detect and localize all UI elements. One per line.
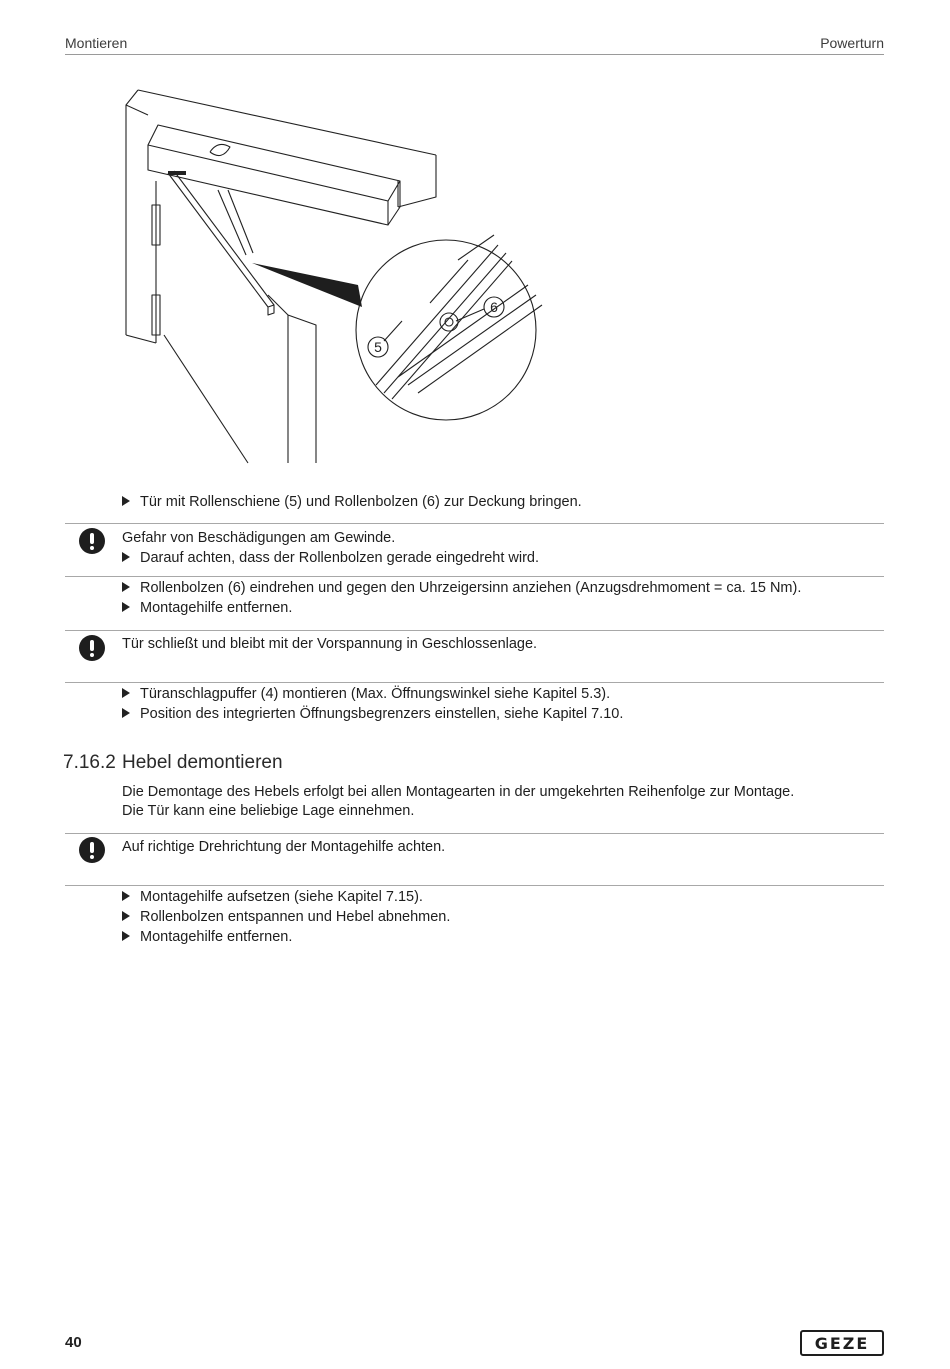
arrow-bullet-icon: [122, 602, 130, 612]
arrow-bullet-icon: [122, 552, 130, 562]
step-remove-aid-2: Montagehilfe entfernen.: [122, 927, 292, 947]
header-product: Powerturn: [820, 35, 884, 51]
step-release-bolt: Rollenbolzen entspannen und Hebel abnehmen.: [122, 907, 450, 927]
exclamation-icon: [79, 635, 105, 661]
section-title: Hebel demontieren: [122, 752, 283, 773]
warning-rotation-text: Auf richtige Drehrichtung der Montagehilfe achten.: [122, 839, 446, 855]
warning-thread-text: Gefahr von Beschädigungen am Gewinde.: [122, 530, 396, 546]
arrow-bullet-icon: [122, 911, 130, 921]
rule: [65, 833, 884, 834]
warning-thread-step: Darauf achten, dass der Rollenbolzen gerade eingedreht wird.: [122, 548, 539, 568]
rule: [65, 630, 884, 631]
callout-5: 5: [374, 339, 382, 355]
step-mount-buffer: Türanschlagpuffer (4) montieren (Max. Öffnungswinkel siehe Kapitel 5.3).: [122, 684, 610, 704]
arrow-bullet-icon: [122, 891, 130, 901]
arrow-bullet-icon: [122, 688, 130, 698]
rule: [65, 885, 884, 886]
header-rule: [65, 54, 884, 55]
rule: [65, 576, 884, 577]
arrow-bullet-icon: [122, 708, 130, 718]
exclamation-icon: [79, 837, 105, 863]
arrow-bullet-icon: [122, 582, 130, 592]
section-paragraph-line-2: Die Tür kann eine beliebige Lage einnehmen.: [122, 803, 415, 819]
arrow-bullet-icon: [122, 496, 130, 506]
step-tighten-bolt: Rollenbolzen (6) eindrehen und gegen den Uhrzeigersinn anziehen (Anzugsdrehmoment = ca. 15 Nm).: [122, 578, 801, 598]
header-chapter: Montieren: [65, 35, 128, 51]
exclamation-icon: [79, 528, 105, 554]
arrow-bullet-icon: [122, 931, 130, 941]
callout-6: 6: [490, 299, 498, 315]
installation-figure: [118, 85, 548, 467]
warning-closed-text: Tür schließt und bleibt mit der Vorspannung in Geschlossenlage.: [122, 636, 538, 652]
rule: [65, 682, 884, 683]
rule: [65, 523, 884, 524]
page-number: 40: [65, 1334, 82, 1351]
step-align-rail: Tür mit Rollenschiene (5) und Rollenbolzen (6) zur Deckung bringen.: [122, 492, 582, 512]
step-attach-aid: Montagehilfe aufsetzen (siehe Kapitel 7.15).: [122, 887, 423, 907]
step-remove-aid: Montagehilfe entfernen.: [122, 598, 292, 618]
step-set-limiter: Position des integrierten Öffnungsbegrenzers einstellen, siehe Kapitel 7.10.: [122, 704, 623, 724]
section-number: 7.16.2: [63, 752, 116, 773]
geze-logo: GEZE: [800, 1330, 884, 1356]
section-paragraph-line-1: Die Demontage des Hebels erfolgt bei allen Montagearten in der umgekehrten Reihenfolge zur Montage.: [122, 784, 795, 800]
